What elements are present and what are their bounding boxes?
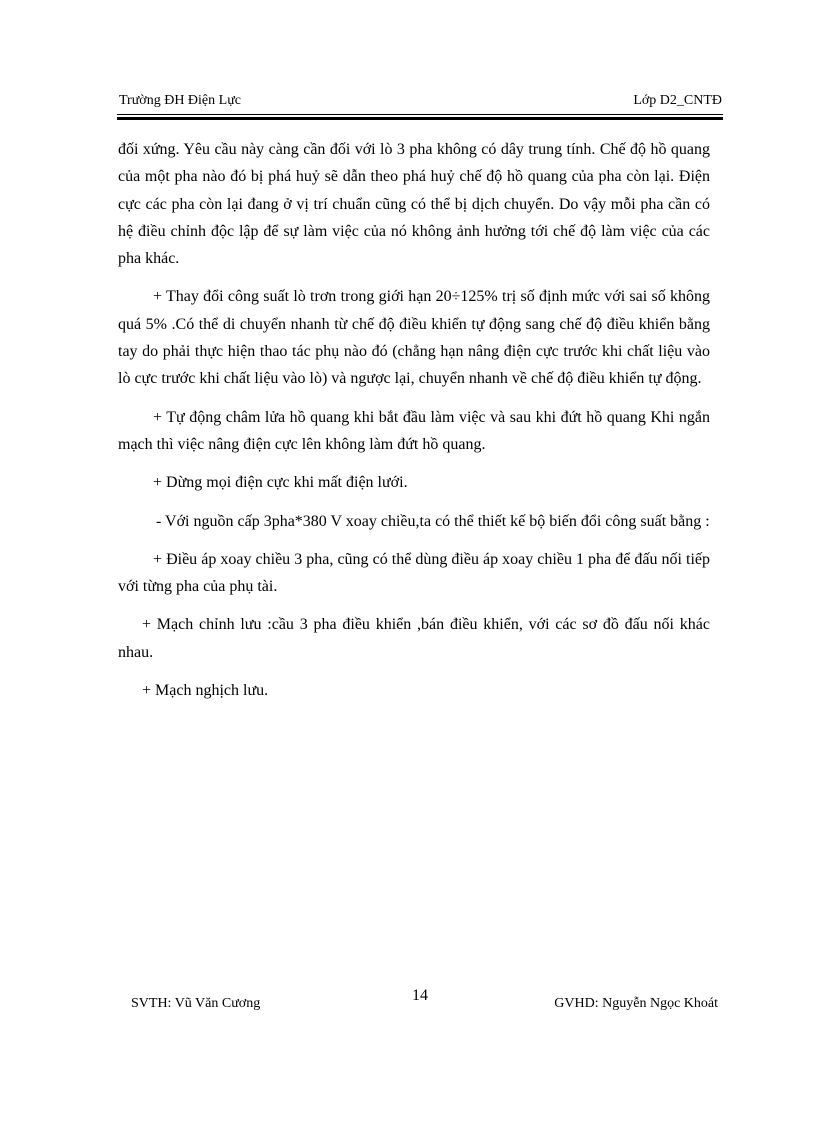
paragraph-inverter: + Mạch nghịch lưu. xyxy=(142,682,269,700)
paragraph-power-source: - Với nguồn cấp 3pha*380 V xoay chiều,ta có thể thiết kế bộ biến đổi công suất bằng : xyxy=(156,512,710,530)
page-number: 14 xyxy=(412,987,428,1004)
paragraph-stop-electrodes: + Dừng mọi điện cực khi mất điện lưới. xyxy=(153,474,408,492)
paragraph-ac-regulator: + Điều áp xoay chiều 3 pha, cũng có thể dùng điều áp xoay chiều 1 pha để đấu nối tiếp với từng pha của phụ tài. xyxy=(118,550,710,596)
header-school: Trường ĐH Điện Lực xyxy=(119,93,242,108)
footer-student: SVTH: Vũ Văn Cương xyxy=(131,996,261,1011)
paragraph-rectifier: + Mạch chỉnh lưu :cầu 3 pha điều khiển ,bán điều khiển, với các sơ đồ đấu nối khác nhau. xyxy=(118,616,710,661)
paragraph-power-change: + Thay đổi công suất lò trơn trong giới hạn 20÷125% trị số định mức với sai số không quá 5% .Có thể di chuyển nhanh từ chế độ điều khiển tự động sang chế độ điều khiển bằng tay do phải thực hiện thao tác phụ nào đó (chẳng hạn nâng điện cực trước khi chất liệu vào lò cực trước khi chất liệu vào lò) và ngược lại, chuyển nhanh về chế độ điều khiển tự động. xyxy=(118,288,710,388)
paragraph-continuation: đối xứng. Yêu cầu này càng cần đối với lò 3 pha không có dây trung tính. Chế độ hồ quang của một pha nào đó bị phá huỷ sẽ dẫn theo phá huỷ chế độ hồ quang của pha còn lại. Điện cực các pha còn lại đang ở vị trí chuẩn cũng có thể bị dịch chuyển. Do vậy mỗi pha cần có hệ điều chỉnh độc lập để sự làm việc của nó không ảnh hưởng tới chế độ làm việc của các pha khác. xyxy=(118,141,710,268)
header-class: Lớp D2_CNTĐ xyxy=(633,93,722,108)
header-rule-thick xyxy=(117,117,723,120)
body-text xyxy=(118,136,710,715)
header-rule-thin xyxy=(117,114,723,115)
paragraph-arc-ignition: + Tự động châm lửa hồ quang khi bắt đầu làm việc và sau khi đứt hồ quang Khi ngắn mạch thì việc nâng điện cực lên không làm đứt hồ quang. xyxy=(118,408,710,453)
footer-supervisor: GVHD: Nguyễn Ngọc Khoát xyxy=(554,996,718,1011)
